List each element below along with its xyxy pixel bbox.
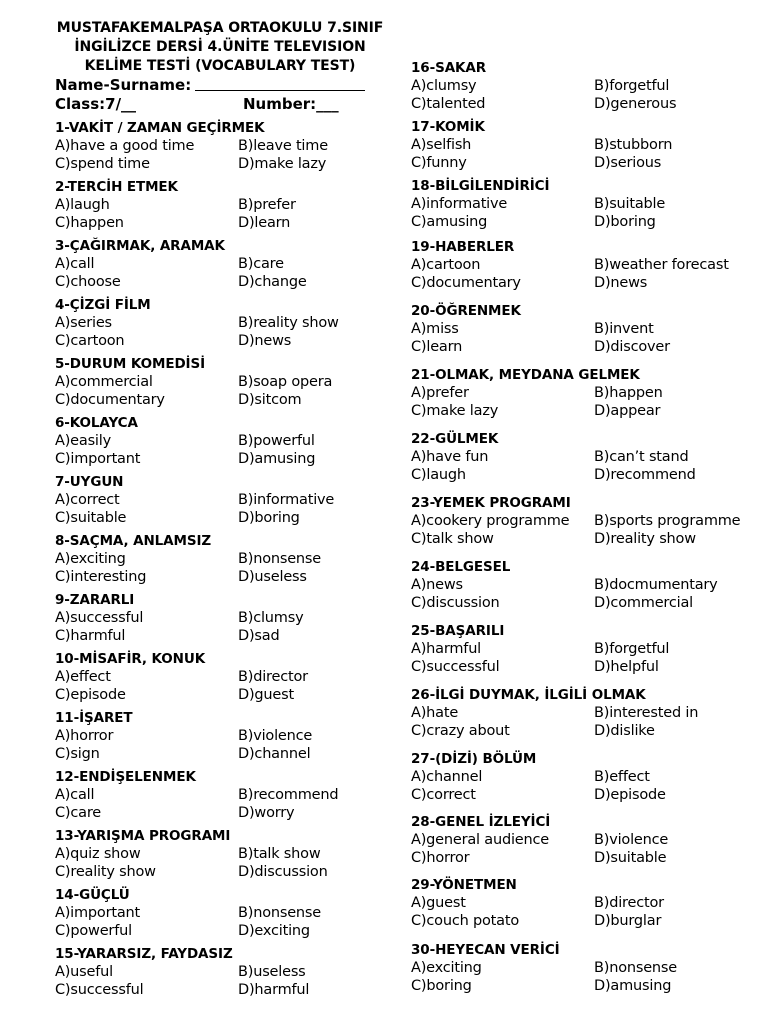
option-row — [411, 722, 761, 740]
option-d[interactable]: D)worry — [238, 805, 295, 821]
option-row — [411, 768, 761, 786]
question-title: 22-GÜLMEK — [411, 431, 499, 447]
option-a[interactable]: A)clumsy — [411, 78, 477, 94]
option-row — [411, 912, 761, 930]
option-b[interactable]: B)soap opera — [238, 374, 333, 390]
question-item — [411, 302, 761, 356]
question-title: 30-HEYECAN VERİCİ — [411, 942, 560, 958]
option-d[interactable]: D)harmful — [238, 982, 310, 998]
worksheet-header — [55, 0, 385, 114]
option-a[interactable]: A)call — [55, 256, 95, 272]
option-b[interactable]: B)violence — [238, 728, 313, 744]
option-row — [411, 320, 761, 338]
option-row — [411, 213, 761, 231]
option-d[interactable]: D)amusing — [238, 451, 316, 467]
question-item — [55, 473, 385, 527]
question-item — [55, 119, 385, 173]
option-b[interactable]: B)effect — [594, 769, 650, 785]
option-d[interactable]: D)suitable — [594, 850, 667, 866]
option-a[interactable]: A)easily — [55, 433, 111, 449]
option-a[interactable]: A)important — [55, 905, 141, 921]
question-item — [411, 177, 761, 231]
option-b[interactable]: B)care — [238, 256, 284, 272]
option-d[interactable]: D)exciting — [238, 923, 310, 939]
option-a[interactable]: A)hate — [411, 705, 459, 721]
option-row — [411, 658, 761, 676]
option-row — [55, 255, 385, 273]
option-row — [411, 512, 761, 530]
option-row — [55, 314, 385, 332]
option-d[interactable]: D)channel — [238, 746, 311, 762]
option-row — [411, 256, 761, 274]
question-title: 11-İŞARET — [55, 710, 133, 726]
option-row — [55, 550, 385, 568]
option-b[interactable]: B)talk show — [238, 846, 321, 862]
option-row — [55, 627, 385, 645]
question-title: 9-ZARARLI — [55, 592, 135, 608]
name-surname-row — [55, 76, 385, 95]
option-c[interactable]: C)reality show — [55, 864, 156, 880]
question-title: 8-SAÇMA, ANLAMSIZ — [55, 533, 212, 549]
option-d[interactable]: D)amusing — [594, 978, 672, 994]
option-b[interactable]: B)nonsense — [238, 551, 321, 567]
option-d[interactable]: D)generous — [594, 96, 677, 112]
question-item — [55, 945, 385, 999]
option-d[interactable]: D)make lazy — [238, 156, 327, 172]
option-a[interactable]: A)commercial — [55, 374, 153, 390]
option-d[interactable]: D)useless — [238, 569, 307, 585]
question-title: 16-SAKAR — [411, 60, 487, 76]
question-item — [55, 768, 385, 822]
option-row — [411, 95, 761, 113]
option-c[interactable]: C)discussion — [411, 595, 500, 611]
option-b[interactable]: B)clumsy — [238, 610, 304, 626]
option-a[interactable]: A)selfish — [411, 137, 472, 153]
option-c[interactable]: C)harmful — [55, 628, 126, 644]
option-row — [55, 786, 385, 804]
option-row — [55, 568, 385, 586]
option-row — [55, 332, 385, 350]
option-d[interactable]: D)episode — [594, 787, 666, 803]
option-b[interactable]: B)invent — [594, 321, 654, 337]
option-c[interactable]: C)learn — [411, 339, 463, 355]
question-list-right — [411, 0, 761, 995]
option-b[interactable]: B)nonsense — [238, 905, 321, 921]
name-surname-label: Name-Surname: — [55, 76, 192, 94]
option-d[interactable]: D)learn — [238, 215, 291, 231]
option-d[interactable]: D)reality show — [594, 531, 696, 547]
number-label: Number:___ — [243, 95, 339, 113]
question-title: 15-YARARSIZ, FAYDASIZ — [55, 946, 233, 962]
option-a[interactable]: A)prefer — [411, 385, 469, 401]
option-row — [55, 450, 385, 468]
question-title: 14-GÜÇLÜ — [55, 887, 130, 903]
option-a[interactable]: A)effect — [55, 669, 111, 685]
option-d[interactable]: D)appear — [594, 403, 661, 419]
option-row — [411, 448, 761, 466]
option-a[interactable]: A)have fun — [411, 449, 489, 465]
option-a[interactable]: A)news — [411, 577, 463, 593]
option-d[interactable]: D)serious — [594, 155, 662, 171]
option-row — [411, 594, 761, 612]
option-row — [411, 338, 761, 356]
option-row — [411, 77, 761, 95]
option-row — [411, 894, 761, 912]
option-a[interactable]: A)exciting — [55, 551, 126, 567]
option-d[interactable]: D)guest — [238, 687, 294, 703]
option-d[interactable]: D)discussion — [238, 864, 328, 880]
question-item — [55, 178, 385, 232]
option-c[interactable]: C)care — [55, 805, 102, 821]
option-a[interactable]: A)guest — [411, 895, 466, 911]
option-row — [55, 727, 385, 745]
option-a[interactable]: A)cookery programme — [411, 513, 570, 529]
option-c[interactable]: C)boring — [411, 978, 472, 994]
option-c[interactable]: C)sign — [55, 746, 100, 762]
question-item — [55, 237, 385, 291]
option-c[interactable]: C)suitable — [55, 510, 127, 526]
option-row — [55, 509, 385, 527]
option-row — [55, 373, 385, 391]
option-row — [411, 849, 761, 867]
option-a[interactable]: A)quiz show — [55, 846, 141, 862]
option-d[interactable]: D)news — [594, 275, 648, 291]
option-row — [55, 845, 385, 863]
option-row — [55, 491, 385, 509]
option-b[interactable]: B)stubborn — [594, 137, 673, 153]
question-item — [411, 941, 761, 995]
option-b[interactable]: B)prefer — [238, 197, 296, 213]
question-item — [411, 118, 761, 172]
option-b[interactable]: B)violence — [594, 832, 669, 848]
option-row — [411, 402, 761, 420]
question-title: 13-YARIŞMA PROGRAMI — [55, 828, 231, 844]
option-c[interactable]: C)successful — [411, 659, 500, 675]
option-c[interactable]: C)choose — [55, 274, 121, 290]
option-row — [55, 668, 385, 686]
option-b[interactable]: B)reality show — [238, 315, 339, 331]
right-column — [411, 0, 761, 995]
option-row — [411, 530, 761, 548]
question-title: 28-GENEL İZLEYİCİ — [411, 814, 551, 830]
option-a[interactable]: A)cartoon — [411, 257, 481, 273]
option-c[interactable]: C)powerful — [55, 923, 132, 939]
question-item — [411, 750, 761, 804]
question-item — [55, 709, 385, 763]
question-title: 27-(DİZİ) BÖLÜM — [411, 751, 537, 767]
option-c[interactable]: C)amusing — [411, 214, 488, 230]
header-line-school: MUSTAFAKEMALPAŞA ORTAOKULU 7.SINIF — [56, 20, 384, 36]
option-a[interactable]: A)general audience — [411, 832, 550, 848]
question-title: 26-İLGİ DUYMAK, İLGİLİ OLMAK — [411, 687, 646, 703]
option-a[interactable]: A)correct — [55, 492, 120, 508]
question-item — [411, 430, 761, 484]
question-title: 20-ÖĞRENMEK — [411, 303, 521, 319]
question-title: 29-YÖNETMEN — [411, 877, 517, 893]
option-c[interactable]: C)crazy about — [411, 723, 510, 739]
option-c[interactable]: C)correct — [411, 787, 476, 803]
option-c[interactable]: C)successful — [55, 982, 144, 998]
question-item — [411, 59, 761, 113]
question-title: 6-KOLAYCA — [55, 415, 138, 431]
option-c[interactable]: C)documentary — [411, 275, 521, 291]
question-item — [55, 591, 385, 645]
option-a[interactable]: A)miss — [411, 321, 459, 337]
question-title: 2-TERCİH ETMEK — [55, 179, 178, 195]
option-row — [55, 391, 385, 409]
question-item — [55, 886, 385, 940]
option-c[interactable]: C)make lazy — [411, 403, 499, 419]
option-row — [411, 576, 761, 594]
option-d[interactable]: D)burglar — [594, 913, 662, 929]
option-row — [411, 831, 761, 849]
header-line-course: İNGİLİZCE DERSİ 4.ÜNİTE TELEVISION — [74, 39, 366, 55]
question-item — [411, 876, 761, 930]
question-title: 25-BAŞARILI — [411, 623, 505, 639]
question-title: 19-HABERLER — [411, 239, 515, 255]
option-row — [55, 922, 385, 940]
option-d[interactable]: D)dislike — [594, 723, 655, 739]
option-b[interactable]: B)can’t stand — [594, 449, 689, 465]
option-d[interactable]: D)boring — [238, 510, 300, 526]
option-row — [411, 154, 761, 172]
option-c[interactable]: C)spend time — [55, 156, 150, 172]
option-a[interactable]: A)successful — [55, 610, 144, 626]
question-item — [411, 813, 761, 867]
question-title: 10-MİSAFİR, KONUK — [55, 651, 206, 667]
question-item — [55, 355, 385, 409]
option-row — [55, 137, 385, 155]
option-c[interactable]: C)happen — [55, 215, 124, 231]
option-d[interactable]: D)recommend — [594, 467, 696, 483]
option-row — [55, 609, 385, 627]
option-row — [411, 195, 761, 213]
question-item — [55, 414, 385, 468]
question-list-left — [55, 119, 385, 999]
option-b[interactable]: B)forgetful — [594, 641, 670, 657]
option-c[interactable]: C)interesting — [55, 569, 147, 585]
question-title: 12-ENDİŞELENMEK — [55, 769, 196, 785]
option-a[interactable]: A)have a good time — [55, 138, 195, 154]
option-a[interactable]: A)laugh — [55, 197, 110, 213]
option-d[interactable]: D)news — [238, 333, 292, 349]
question-title: 1-VAKİT / ZAMAN GEÇİRMEK — [55, 120, 265, 136]
left-column — [55, 0, 385, 999]
option-row — [55, 432, 385, 450]
option-d[interactable]: D)change — [238, 274, 307, 290]
option-b[interactable]: B)powerful — [238, 433, 315, 449]
option-b[interactable]: B)nonsense — [594, 960, 677, 976]
option-row — [411, 704, 761, 722]
option-c[interactable]: C)horror — [411, 850, 470, 866]
question-item — [411, 622, 761, 676]
option-c[interactable]: C)couch potato — [411, 913, 519, 929]
question-item — [411, 494, 761, 548]
option-b[interactable]: B)director — [594, 895, 664, 911]
option-b[interactable]: B)sports programme — [594, 513, 741, 529]
option-b[interactable]: B)docmumentary — [594, 577, 718, 593]
header-line-test: KELİME TESTİ (VOCABULARY TEST) — [84, 58, 356, 74]
option-row — [411, 136, 761, 154]
option-d[interactable]: D)boring — [594, 214, 656, 230]
option-row — [55, 155, 385, 173]
option-a[interactable]: A)exciting — [411, 960, 482, 976]
question-title: 17-KOMİK — [411, 119, 485, 135]
question-title: 23-YEMEK PROGRAMI — [411, 495, 571, 511]
option-c[interactable]: C)talented — [411, 96, 486, 112]
option-a[interactable]: A)series — [55, 315, 112, 331]
option-c[interactable]: C)talk show — [411, 531, 494, 547]
option-row — [55, 686, 385, 704]
option-b[interactable]: B)recommend — [238, 787, 339, 803]
option-row — [55, 863, 385, 881]
class-label: Class:7/__ — [55, 95, 137, 113]
option-row — [411, 977, 761, 995]
question-item — [411, 238, 761, 292]
option-b[interactable]: B)happen — [594, 385, 663, 401]
option-c[interactable]: C)important — [55, 451, 141, 467]
option-a[interactable]: A)horror — [55, 728, 114, 744]
option-a[interactable]: A)informative — [411, 196, 508, 212]
option-b[interactable]: B)weather forecast — [594, 257, 729, 273]
question-item — [411, 558, 761, 612]
option-b[interactable]: B)leave time — [238, 138, 328, 154]
question-title: 18-BİLGİLENDİRİCİ — [411, 178, 550, 194]
option-row — [55, 214, 385, 232]
option-b[interactable]: B)informative — [238, 492, 335, 508]
question-item — [55, 827, 385, 881]
class-number-row — [55, 95, 385, 114]
question-item — [55, 296, 385, 350]
option-row — [411, 640, 761, 658]
option-b[interactable]: B)suitable — [594, 196, 666, 212]
option-row — [55, 745, 385, 763]
question-title: 7-UYGUN — [55, 474, 124, 490]
option-c[interactable]: C)cartoon — [55, 333, 125, 349]
option-row — [411, 786, 761, 804]
option-b[interactable]: B)forgetful — [594, 78, 670, 94]
option-b[interactable]: B)useless — [238, 964, 306, 980]
option-b[interactable]: B)interested in — [594, 705, 699, 721]
option-a[interactable]: A)useful — [55, 964, 113, 980]
option-c[interactable]: C)laugh — [411, 467, 466, 483]
option-c[interactable]: C)documentary — [55, 392, 165, 408]
question-item — [411, 366, 761, 420]
option-d[interactable]: D)discover — [594, 339, 670, 355]
question-title: 24-BELGESEL — [411, 559, 511, 575]
question-item — [55, 650, 385, 704]
option-c[interactable]: C)funny — [411, 155, 467, 171]
option-a[interactable]: A)call — [55, 787, 95, 803]
option-b[interactable]: B)director — [238, 669, 308, 685]
option-a[interactable]: A)harmful — [411, 641, 482, 657]
question-title: 3-ÇAĞIRMAK, ARAMAK — [55, 238, 225, 254]
option-d[interactable]: D)commercial — [594, 595, 693, 611]
option-row — [411, 959, 761, 977]
option-row — [411, 384, 761, 402]
option-row — [55, 981, 385, 999]
option-row — [411, 466, 761, 484]
option-d[interactable]: D)sad — [238, 628, 280, 644]
question-title: 5-DURUM KOMEDİSİ — [55, 356, 206, 372]
option-d[interactable]: D)helpful — [594, 659, 659, 675]
question-title: 21-OLMAK, MEYDANA GELMEK — [411, 367, 640, 383]
option-a[interactable]: A)channel — [411, 769, 483, 785]
option-row — [55, 904, 385, 922]
option-row — [55, 804, 385, 822]
option-row — [55, 273, 385, 291]
option-row — [55, 963, 385, 981]
name-surname-blank[interactable] — [195, 76, 365, 91]
question-item — [411, 686, 761, 740]
option-d[interactable]: D)sitcom — [238, 392, 302, 408]
option-row — [411, 274, 761, 292]
option-row — [55, 196, 385, 214]
option-c[interactable]: C)episode — [55, 687, 126, 703]
question-title: 4-ÇİZGİ FİLM — [55, 297, 151, 313]
question-item — [55, 532, 385, 586]
